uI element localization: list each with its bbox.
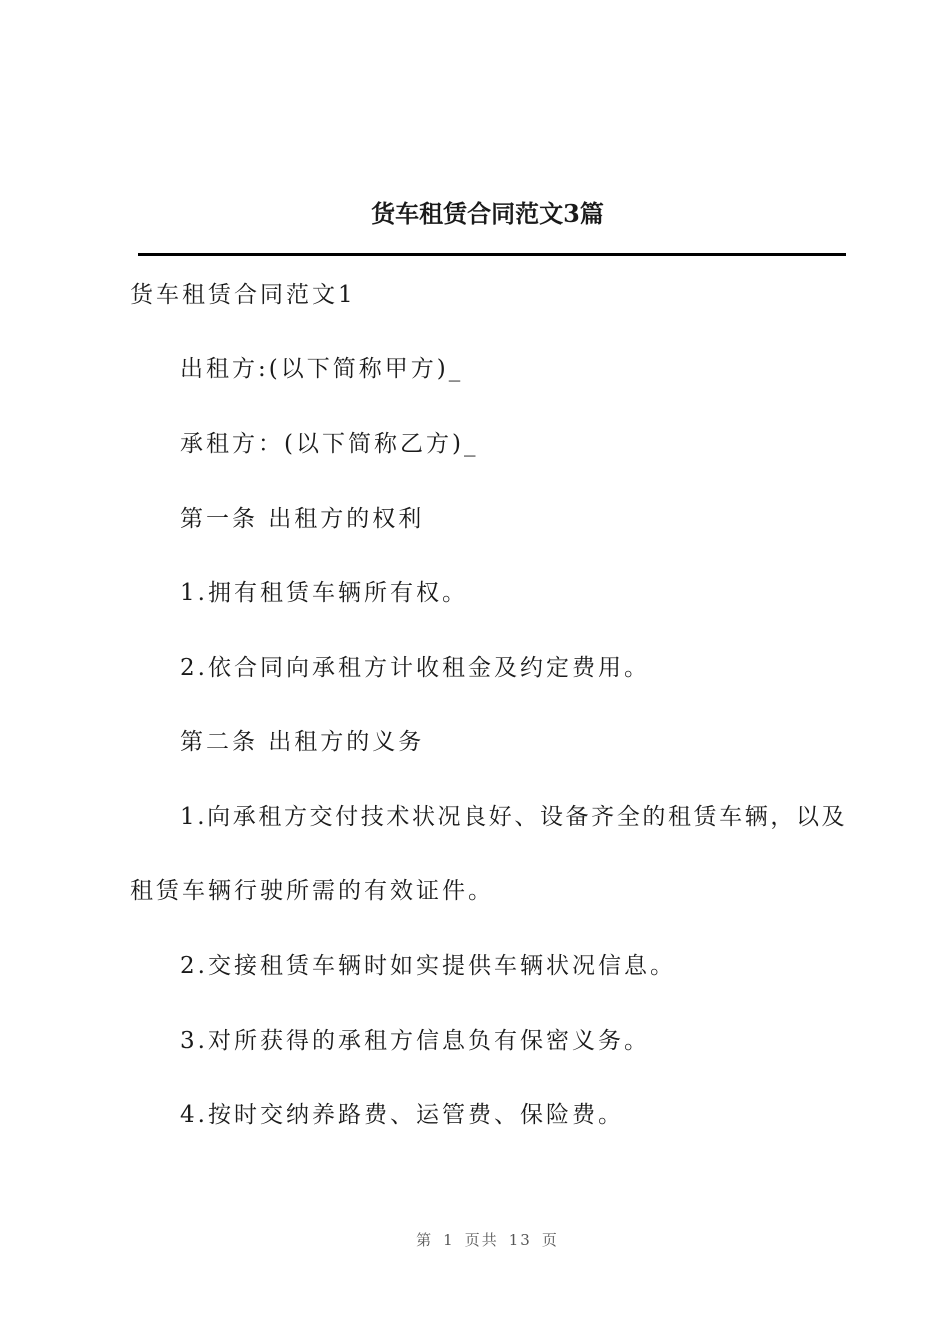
- title-divider: [138, 253, 846, 256]
- paragraph-line: 租赁车辆行驶所需的有效证件。: [130, 878, 494, 904]
- footer-current-page: 1: [443, 1231, 455, 1249]
- article-heading: 第一条 出租方的权利: [180, 506, 425, 532]
- paragraph-line: 3.对所获得的承租方信息负有保密义务。: [180, 1028, 650, 1054]
- footer-middle: 页共: [464, 1231, 499, 1249]
- paragraph-line: 2.交接租赁车辆时如实提供车辆状况信息。: [180, 953, 676, 979]
- footer-suffix: 页: [541, 1231, 559, 1249]
- footer-total-pages: 13: [508, 1231, 532, 1249]
- footer-prefix: 第: [416, 1231, 434, 1249]
- paragraph-line: 1.拥有租赁车辆所有权。: [180, 580, 468, 606]
- document-title: 货车租赁合同范文3篇: [371, 199, 604, 228]
- paragraph-line: 4.按时交纳养路费、运管费、保险费。: [180, 1102, 624, 1128]
- paragraph-line: 2.依合同向承租方计收租金及约定费用。: [180, 655, 650, 681]
- paragraph-line: 承租方：(以下简称乙方)_: [180, 431, 479, 457]
- page-footer: [0, 1229, 950, 1250]
- section-heading: 货车租赁合同范文1: [130, 282, 356, 308]
- paragraph-line: 出租方:(以下简称甲方)_: [180, 356, 464, 382]
- article-heading: 第二条 出租方的义务: [180, 729, 425, 755]
- paragraph-line: 1.向承租方交付技术状况良好、设备齐全的租赁车辆，以及: [180, 804, 848, 830]
